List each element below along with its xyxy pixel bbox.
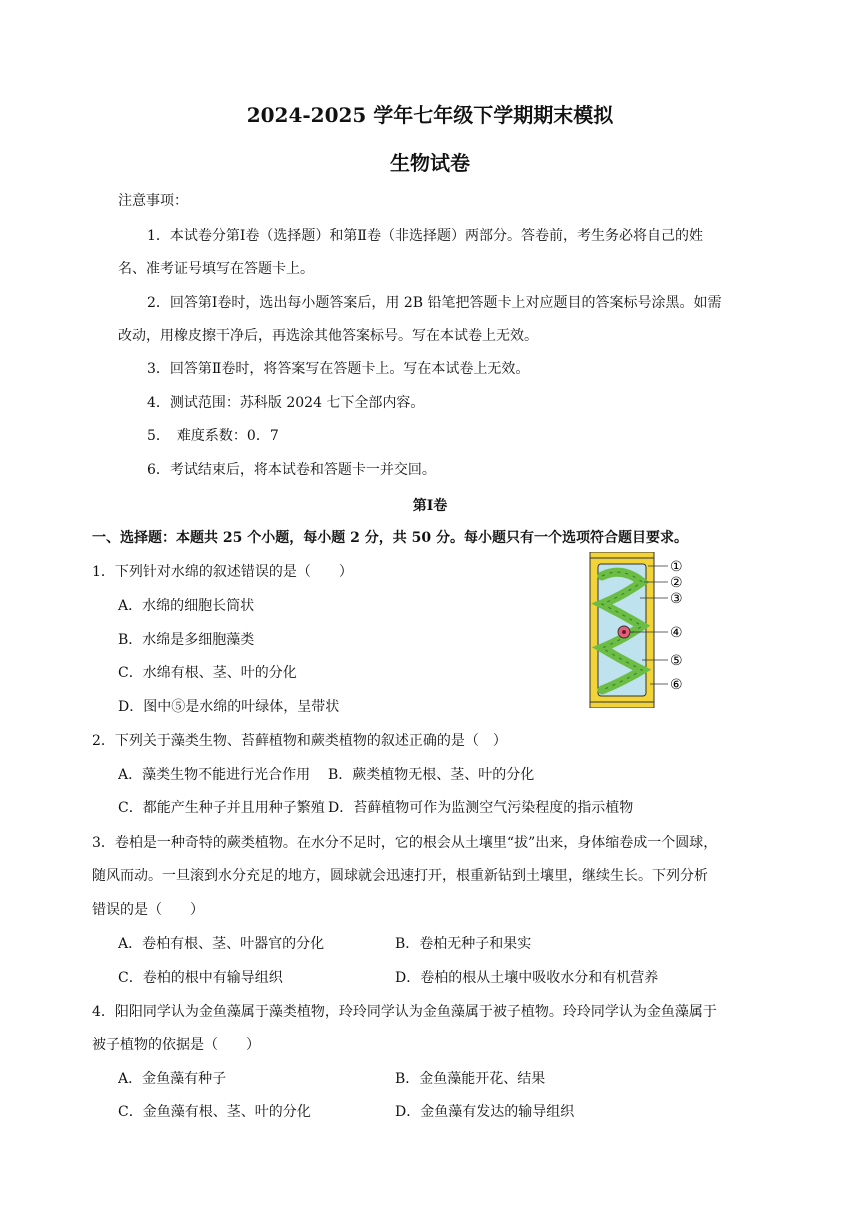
q2-option-a: A．藻类生物不能进行光合作用 [118,767,311,783]
q3-stem-line1: 3．卷柏是一种奇特的蕨类植物。在水分不足时，它的根会从土壤里“拔”出来，身体缩卷成一个圆球， [92,835,718,851]
q4-option-c: C．金鱼藻有根、茎、叶的分化 [118,1104,311,1120]
q2-stem: 2．下列关于藻类生物、苔藓植物和蕨类植物的叙述正确的是（ ） [92,733,507,749]
q4-option-b: B．金鱼藻能开花、结果 [395,1071,546,1087]
notice-item-4: 4．测试范围：苏科版 2024 七下全部内容。 [147,395,425,411]
figure-label-4: ④ [670,625,683,641]
figure-label-5: ⑤ [670,653,683,669]
q2-option-d: D．苔藓植物可作为监测空气污染程度的指示植物 [328,800,634,816]
notice-item-1b: 名、准考证号填写在答题卡上。 [118,261,314,277]
q1-option-a: A．水绵的细胞长筒状 [118,598,255,614]
notice-heading: 注意事项： [118,193,188,209]
figure-label-3: ③ [670,591,683,607]
q4-stem-line2: 被子植物的依据是（ ） [92,1037,260,1053]
q3-option-d: D．卷柏的根从土壤中吸收水分和有机营养 [395,970,659,986]
q4-stem-line1: 4．阳阳同学认为金鱼藻属于藻类植物，玲玲同学认为金鱼藻属于被子植物。玲玲同学认为金鱼藻属于 [92,1004,717,1020]
q1-option-c: C．水绵有根、茎、叶的分化 [118,665,297,681]
figure-label-1: ① [670,559,683,575]
spirogyra-cell-diagram [588,552,718,708]
q2-option-b: B．蕨类植物无根、茎、叶的分化 [328,767,535,783]
q4-option-a: A．金鱼藻有种子 [118,1071,227,1087]
q3-stem-line3: 错误的是（ ） [92,902,204,918]
page-title: 2024-2025 学年七年级下学期期末模拟 [246,103,614,127]
q2-option-c: C．都能产生种子并且用种子繁殖 [118,800,325,816]
q1-option-d: D．图中⑤是水绵的叶绿体，呈带状 [118,699,340,715]
q3-option-b: B．卷柏无种子和果实 [395,936,532,952]
q3-stem-line2: 随风而动。一旦滚到水分充足的地方，圆球就会迅速打开，根重新钻到土壤里，继续生长。下列分析 [92,868,708,884]
notice-item-1a: 1．本试卷分第Ⅰ卷（选择题）和第Ⅱ卷（非选择题）两部分。答卷前，考生务必将自己的姓 [147,228,703,244]
q4-option-d: D．金鱼藻有发达的输导组织 [395,1104,575,1120]
page-subtitle: 生物试卷 [390,151,470,175]
figure-label-6: ⑥ [670,677,683,693]
notice-item-2a: 2．回答第Ⅰ卷时，选出每小题答案后，用 2B 铅笔把答题卡上对应题目的答案标号涂黑。如需 [147,295,722,311]
nucleolus [622,630,626,634]
q1-stem: 1．下列针对水绵的叙述错误的是（ ） [92,564,353,580]
q3-option-a: A．卷柏有根、茎、叶器官的分化 [118,936,325,952]
notice-item-6: 6．考试结束后，将本试卷和答题卡一并交回。 [147,462,436,478]
notice-item-3: 3．回答第Ⅱ卷时，将答案写在答题卡上。写在本试卷上无效。 [147,361,530,377]
notice-item-2b: 改动，用橡皮擦干净后，再选涂其他答案标号。写在本试卷上无效。 [118,328,538,344]
q1-option-b: B．水绵是多细胞藻类 [118,632,255,648]
figure-label-2: ② [670,575,683,591]
section-label: 第Ⅰ卷 [412,498,448,514]
q3-option-c: C．卷柏的根中有输导组织 [118,970,283,986]
notice-item-5: 5． 难度系数：0．7 [147,428,279,444]
section-instruction: 一、选择题：本题共 25 个小题，每小题 2 分，共 50 分。每小题只有一个选项符合题目要求。 [92,530,688,546]
